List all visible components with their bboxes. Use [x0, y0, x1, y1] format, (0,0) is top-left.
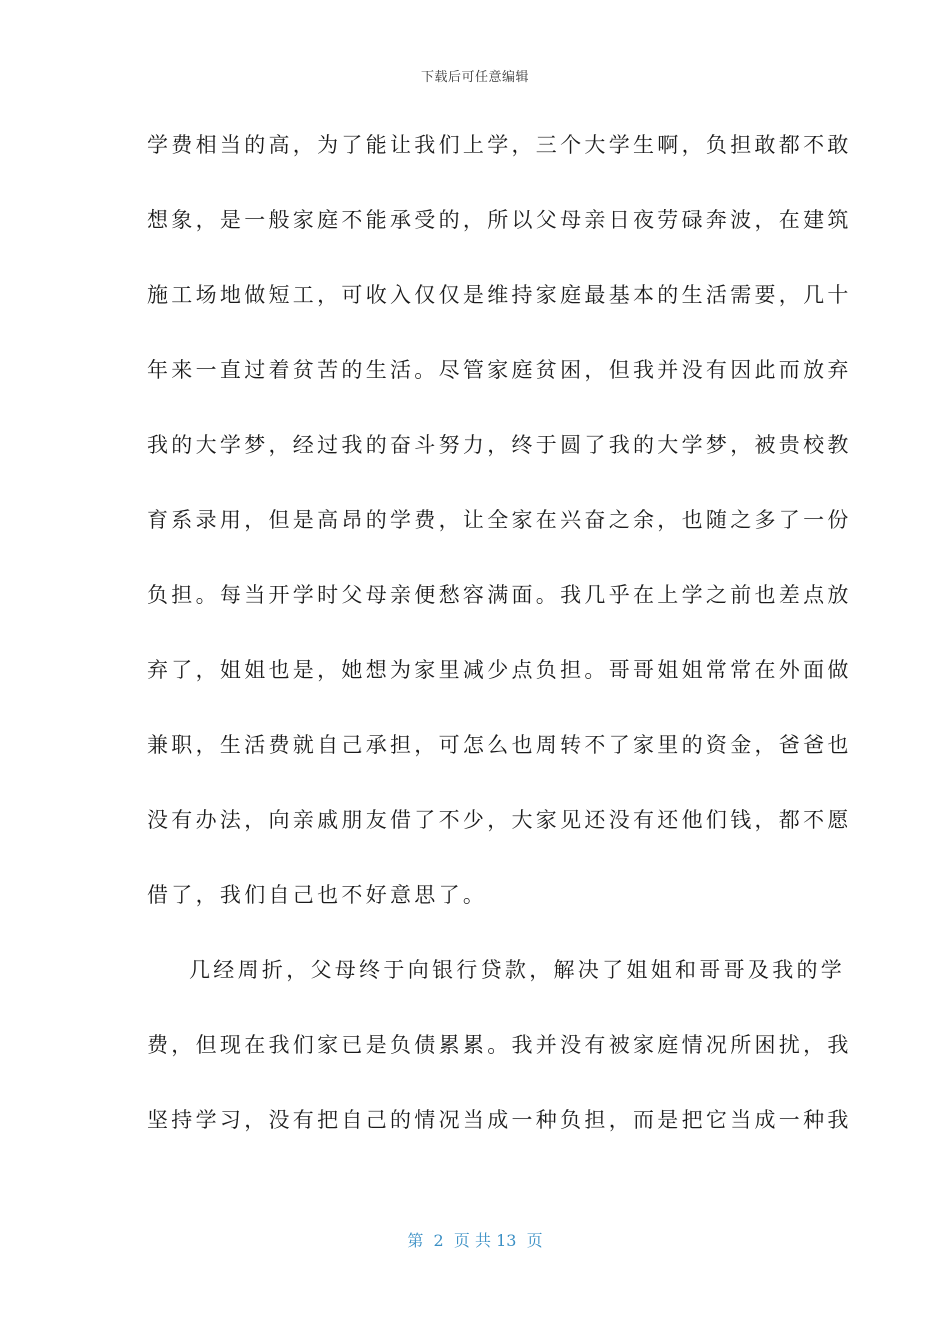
text-line: 弃了，姐姐也是，她想为家里减少点负担。哥哥姐姐常常在外面做: [147, 658, 852, 682]
page-number-footer: 第 2 页 共 13 页: [407, 1231, 543, 1250]
text-line: 育系录用，但是高昂的学费，让全家在兴奋之余，也随之多了一份: [147, 508, 852, 532]
text-line: 学费相当的高，为了能让我们上学，三个大学生啊，负担敢都不敢: [147, 133, 852, 157]
text-line: 想象，是一般家庭不能承受的，所以父母亲日夜劳碌奔波，在建筑: [147, 208, 852, 232]
text-line: 施工场地做短工，可收入仅仅是维持家庭最基本的生活需要，几十: [147, 283, 852, 307]
text-line: 费，但现在我们家已是负债累累。我并没有被家庭情况所困扰，我: [147, 1033, 852, 1057]
text-line: 负担。每当开学时父母亲便愁容满面。我几乎在上学之前也差点放: [147, 583, 852, 607]
text-line: 年来一直过着贫苦的生活。尽管家庭贫困，但我并没有因此而放弃: [147, 358, 852, 382]
text-line: 我的大学梦，经过我的奋斗努力，终于圆了我的大学梦，被贵校教: [147, 433, 852, 457]
text-line: 没有办法，向亲戚朋友借了不少，大家见还没有还他们钱，都不愿: [147, 808, 852, 832]
document-body: [147, 127, 852, 1177]
text-line: 借了，我们自己也不好意思了。: [147, 883, 488, 907]
text-line: 兼职，生活费就自己承担，可怎么也周转不了家里的资金，爸爸也: [147, 733, 852, 757]
page-header-note: 下载后可任意编辑: [420, 70, 529, 85]
text-line: 坚持学习，没有把自己的情况当成一种负担，而是把它当成一种我: [147, 1108, 852, 1132]
paragraph-start-line: 几经周折，父母终于向银行贷款，解决了姐姐和哥哥及我的学: [189, 958, 846, 982]
